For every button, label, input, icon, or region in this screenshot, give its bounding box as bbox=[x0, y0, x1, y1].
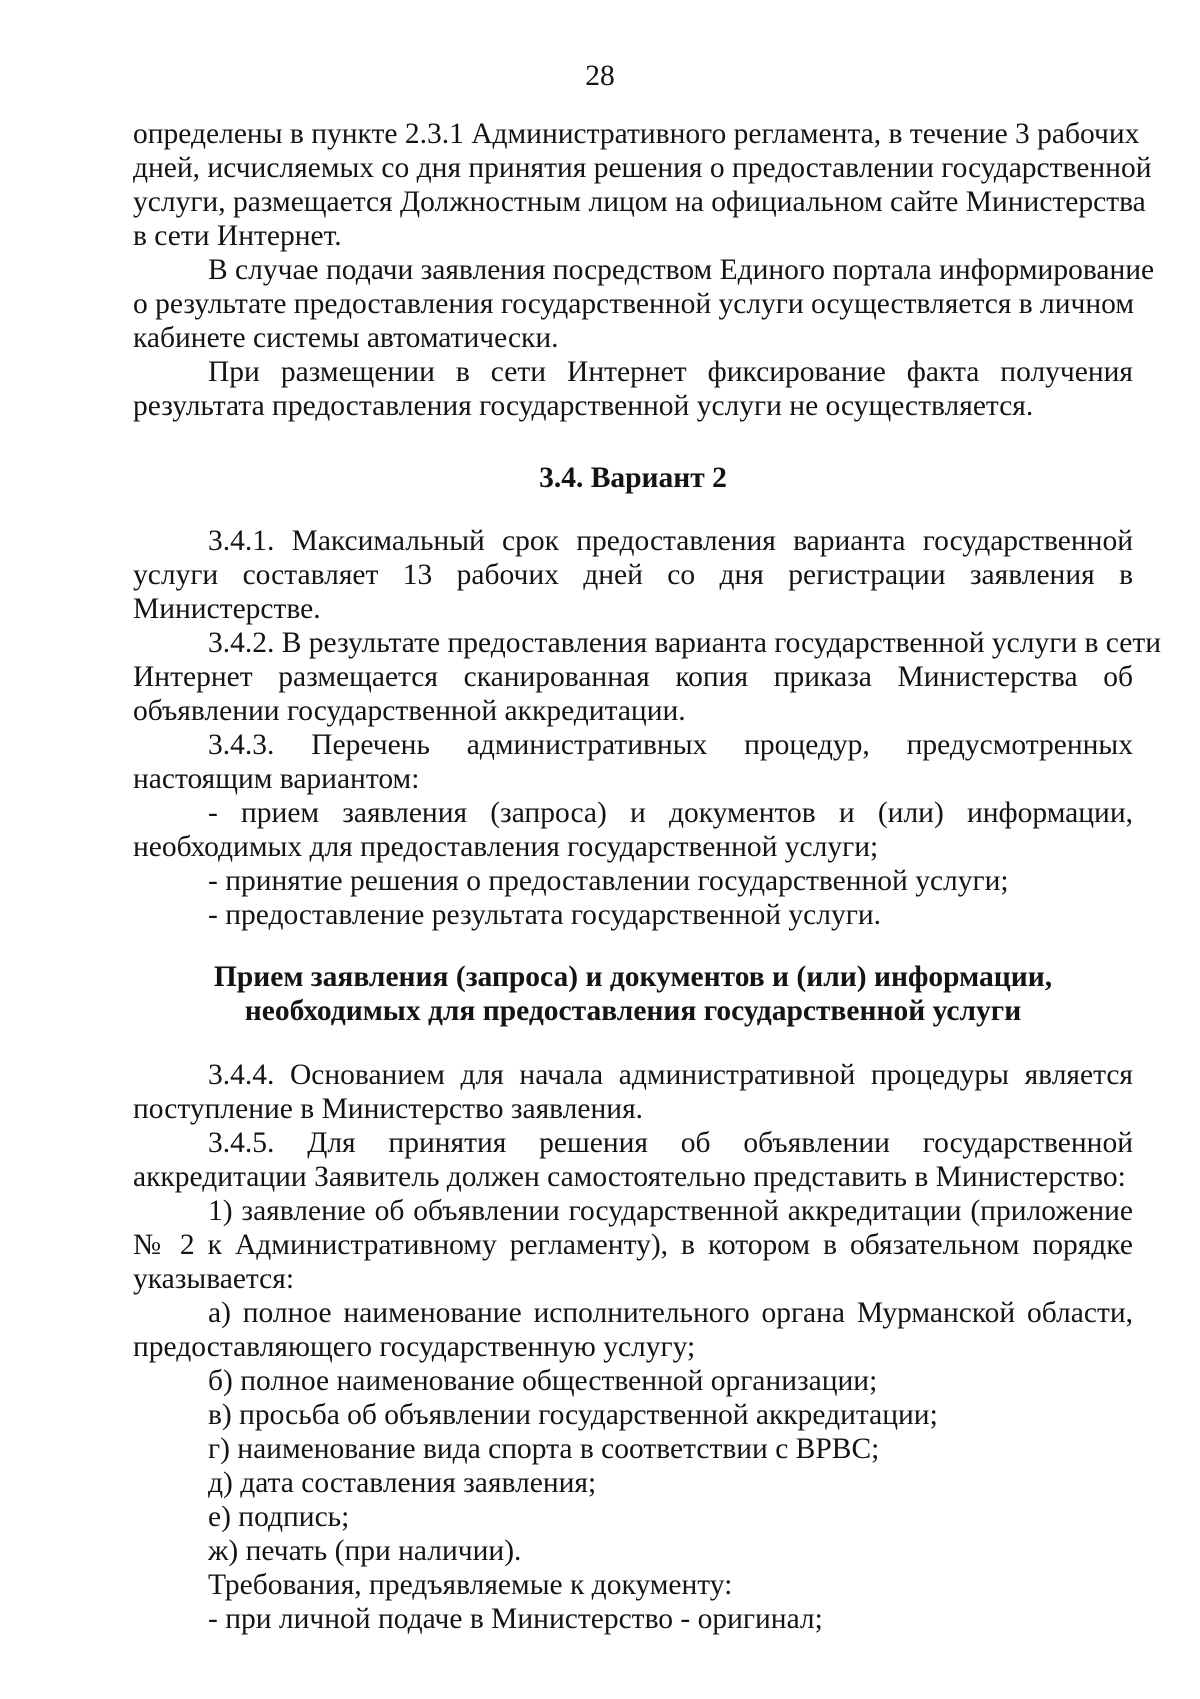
text-line: настоящим вариантом: bbox=[133, 763, 420, 795]
text-line: - при личной подаче в Министерство - оригинал; bbox=[208, 1603, 823, 1635]
text-line: б) полное наименование общественной организации; bbox=[208, 1365, 878, 1397]
text-line: услуги составляет 13 рабочих дней со дня регистрации заявления в bbox=[133, 559, 1133, 591]
text-line: - принятие решения о предоставлении государственной услуги; bbox=[208, 865, 1009, 897]
text-line: № 2 к Административному регламенту), в котором в обязательном порядке bbox=[133, 1229, 1133, 1261]
text-line: о результате предоставления государственной услуги осуществляется в личном bbox=[133, 288, 1135, 320]
text-line: д) дата составления заявления; bbox=[208, 1467, 597, 1499]
text-line: указывается: bbox=[133, 1263, 295, 1295]
section-heading: 3.4. Вариант 2 bbox=[539, 462, 727, 494]
text-line: 3.4.2. В результате предоставления варианта государственной услуги в сети bbox=[208, 627, 1162, 659]
text-line: г) наименование вида спорта в соответствии с ВРВС; bbox=[208, 1433, 880, 1465]
text-line: Интернет размещается сканированная копия приказа Министерства об bbox=[133, 661, 1133, 693]
text-line: дней, исчисляемых со дня принятия решения о предоставлении государственной bbox=[133, 152, 1152, 184]
text-line: ж) печать (при наличии). bbox=[208, 1535, 522, 1567]
text-line: Министерстве. bbox=[133, 593, 321, 625]
text-line: В случае подачи заявления посредством Единого портала информирование bbox=[208, 254, 1155, 286]
text-line: в) просьба об объявлении государственной аккредитации; bbox=[208, 1399, 938, 1431]
text-line: 3.4.3. Перечень административных процедур, предусмотренных bbox=[208, 729, 1133, 761]
text-line: аккредитации Заявитель должен самостоятельно представить в Министерство: bbox=[133, 1161, 1126, 1193]
text-line: объявлении государственной аккредитации. bbox=[133, 695, 686, 727]
page-number: 28 bbox=[585, 60, 615, 92]
text-line: предоставляющего государственную услугу; bbox=[133, 1331, 696, 1363]
text-line: а) полное наименование исполнительного органа Мурманской области, bbox=[208, 1297, 1133, 1329]
text-line: е) подпись; bbox=[208, 1501, 350, 1533]
text-line: определены в пункте 2.3.1 Административного регламента, в течение 3 рабочих bbox=[133, 118, 1140, 150]
text-line: в сети Интернет. bbox=[133, 220, 342, 252]
section-heading: Прием заявления (запроса) и документов и (или) информации, bbox=[213, 961, 1053, 993]
text-line: поступление в Министерство заявления. bbox=[133, 1093, 644, 1125]
text-line: результата предоставления государственной услуги не осуществляется. bbox=[133, 390, 1034, 422]
text-line: 1) заявление об объявлении государственной аккредитации (приложение bbox=[208, 1195, 1133, 1227]
section-heading: необходимых для предоставления государственной услуги bbox=[244, 995, 1022, 1027]
text-line: При размещении в сети Интернет фиксирование факта получения bbox=[208, 356, 1133, 388]
text-line: - прием заявления (запроса) и документов и (или) информации, bbox=[208, 797, 1133, 829]
text-line: Требования, предъявляемые к документу: bbox=[208, 1569, 733, 1601]
text-line: кабинете системы автоматически. bbox=[133, 322, 559, 354]
text-line: 3.4.1. Максимальный срок предоставления варианта государственной bbox=[208, 525, 1133, 557]
text-line: - предоставление результата государственной услуги. bbox=[208, 899, 882, 931]
text-line: 3.4.4. Основанием для начала административной процедуры является bbox=[208, 1059, 1133, 1091]
text-line: услуги, размещается Должностным лицом на официальном сайте Министерства bbox=[133, 186, 1146, 218]
text-line: необходимых для предоставления государственной услуги; bbox=[133, 831, 879, 863]
text-line: 3.4.5. Для принятия решения об объявлении государственной bbox=[208, 1127, 1133, 1159]
